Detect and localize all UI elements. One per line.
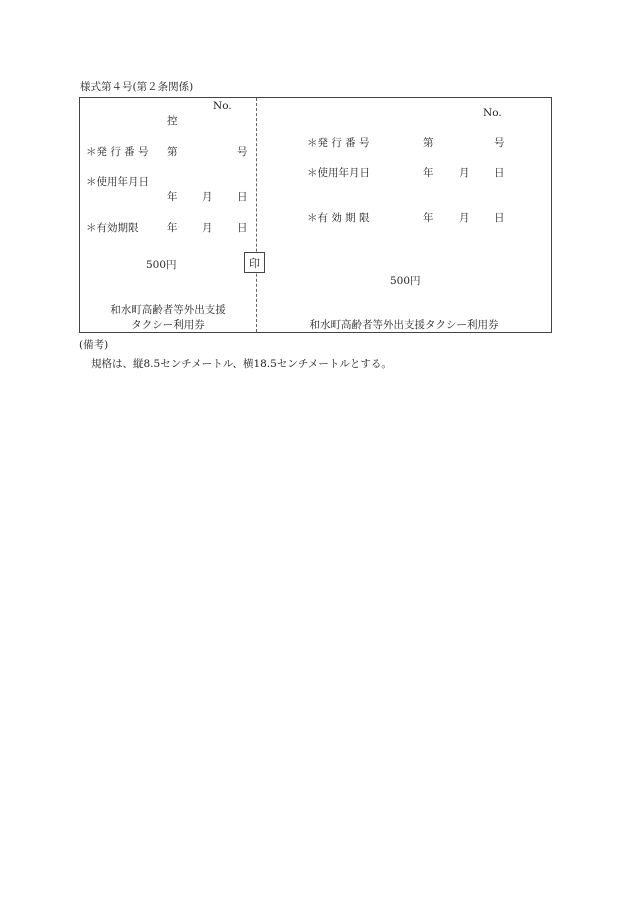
stub-footer-line2: タクシー利用券 [131,319,205,331]
stub-footer-line1: 和水町高齢者等外出支援 [110,304,226,316]
ticket-validity-label: ＊有 効 期 限 [307,212,370,224]
stub-validity-day: 日 [237,222,248,234]
stub-use-day: 日 [237,191,248,203]
ticket-amount: 500円 [390,275,421,287]
ticket-validity-year: 年 [423,212,434,224]
ticket-use-month: 月 [459,167,470,179]
ticket-no-label: No. [483,107,502,119]
ticket-issue-number-suffix: 号 [494,137,505,149]
ticket-footer: 和水町高齢者等外出支援タクシー利用券 [309,319,499,331]
stub-issue-number-suffix: 号 [237,146,248,158]
ticket-use-day: 日 [494,167,505,179]
perforation-line [256,98,257,332]
taxi-ticket-form [79,97,552,333]
form-title: 様式第４号(第２条関係) [80,81,194,93]
remarks-text: 規格は、縦8.5センチメートル、横18.5センチメートルとする。 [91,358,392,370]
stub-validity-year: 年 [167,222,178,234]
stub-use-date-label: ＊使用年月日 [86,176,149,188]
stub-validity-month: 月 [202,222,213,234]
stub-use-month: 月 [202,191,213,203]
ticket-use-year: 年 [423,167,434,179]
stub-use-year: 年 [167,191,178,203]
stub-amount: 500円 [146,259,177,271]
stub-label: 控 [167,115,178,127]
ticket-issue-number-label: ＊発 行 番 号 [307,137,370,149]
stub-validity-label: ＊有効期限 [86,222,139,234]
stub-no-label: No. [213,100,232,112]
seal-stamp: 印 [244,252,265,273]
ticket-use-date-label: ＊使用年月日 [307,167,370,179]
ticket-issue-number-prefix: 第 [423,137,434,149]
ticket-validity-day: 日 [494,212,505,224]
stub-issue-number-label: ＊発 行 番 号 [86,146,149,158]
remarks-title: (備考) [79,339,109,351]
ticket-validity-month: 月 [459,212,470,224]
stub-issue-number-prefix: 第 [167,146,178,158]
